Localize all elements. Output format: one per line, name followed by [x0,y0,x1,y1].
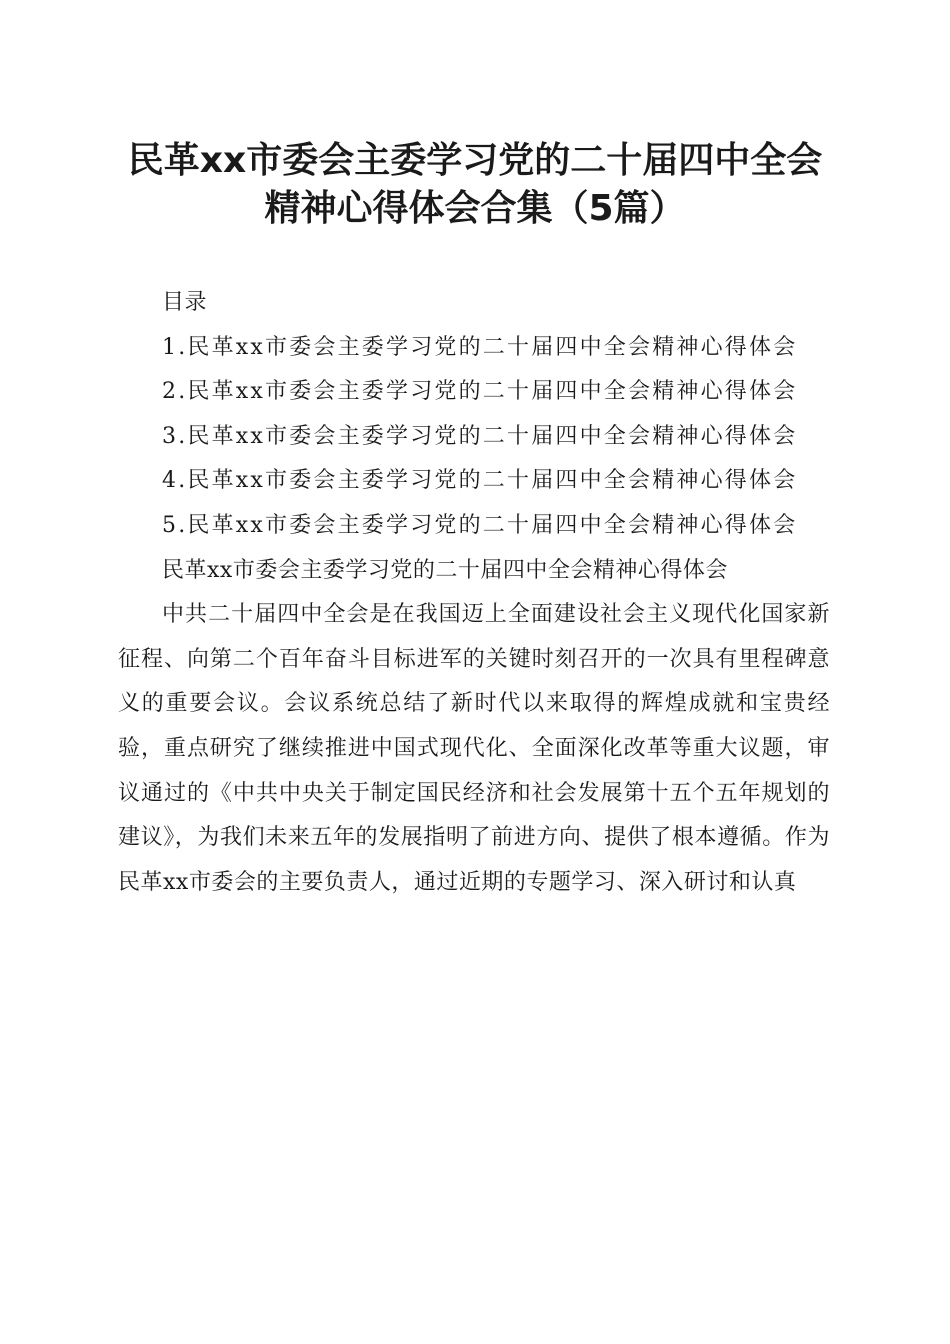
toc-item-3: 3.民革xx市委会主委学习党的二十届四中全会精神心得体会 [162,423,798,449]
toc-heading: 目录 [162,290,208,315]
document-body [118,281,830,905]
document-title-line-1: 民革xx市委会主委学习党的二十届四中全会 [127,140,823,181]
toc-item-5: 5.民革xx市委会主委学习党的二十届四中全会精神心得体会 [162,512,798,538]
toc-item-2: 2.民革xx市委会主委学习党的二十届四中全会精神心得体会 [162,379,798,405]
article-heading: 民革xx市委会主委学习党的二十届四中全会精神心得体会 [162,557,728,583]
toc-item-4: 4.民革xx市委会主委学习党的二十届四中全会精神心得体会 [162,468,798,494]
article-paragraph: 中共二十届四中全会是在我国迈上全面建设社会主义现代化国家新征程、向第二个百年奋斗目标进军的关键时刻召开的一次具有里程碑意义的重要会议。会议系统总结了新时代以来取得的辉煌成就和宝贵经验，重点研究了继续推进中国式现代化、全面深化改革等重大议题，审议通过的《中共中央关于制定国民经济和社会发展第十五个五年规划的建议》，为我们未来五年的发展指明了前进方向、提供了根本遵循。作为民革xx市委会的主要负责人，通过近期的专题学习、深入研讨和认真 [118,602,830,895]
toc-item-1: 1.民革xx市委会主委学习党的二十届四中全会精神心得体会 [162,334,798,360]
document-title-line-2: 精神心得体会合集（5篇） [264,188,686,229]
